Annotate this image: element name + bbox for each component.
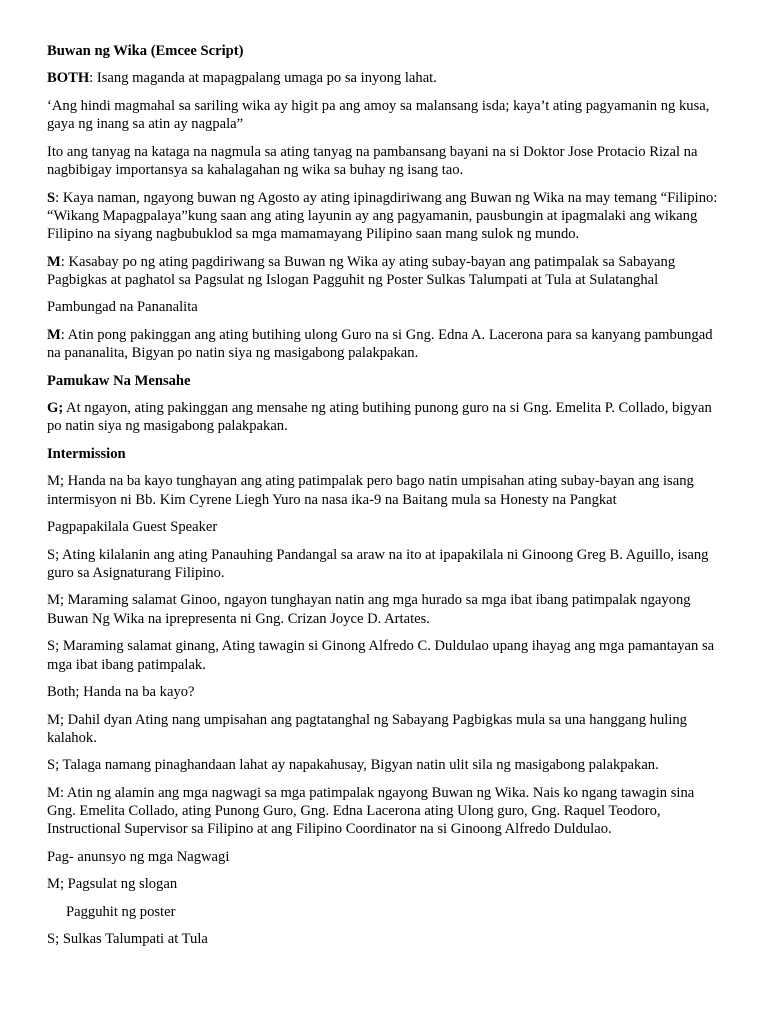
section-label-guest-speaker (47, 518, 723, 536)
paragraph-rizal (47, 143, 723, 180)
paragraph-g-message (47, 399, 723, 436)
paragraph-text: S; Ating kilalanin ang ating Panauhing Pandangal sa araw na ito at ipapakilala ni Ginoong Greg B. Aguillo, isang guro sa Asignaturang Filipino. (47, 546, 709, 581)
paragraph-text: : Isang maganda at mapagpalang umaga po sa inyong lahat. (89, 70, 437, 87)
paragraph-s-criteria (47, 637, 723, 674)
paragraph-text: M; Dahil dyan Ating nang umpisahan ang pagtatanghal ng Sabayang Pagbigkas mula sa una hanggang huling kalahok. (47, 711, 687, 746)
paragraph-s-theme (47, 189, 723, 244)
emcee-script-document (47, 42, 723, 958)
paragraph-m-intermission (47, 472, 723, 509)
paragraph-m-judges (47, 591, 723, 628)
speaker-label: M (47, 253, 61, 270)
paragraph-text: M; Handa na ba kayo tunghayan ang ating patimpalak pero bago natin umpisahan ating subay-bayan ang isang intermisyon ni Bb. Kim Cyrene Liegh Yuro na nasa ika-9 na Baitang mula sa Honesty na Pangkat (47, 473, 694, 508)
paragraph-text: : Kasabay po ng ating pagdiriwang sa Buwan ng Wika ay ating subay-bayan ang patimpalak sa Sabayang Pagbigkas at paghatol sa Pagsulat ng Islogan Pagguhit ng Poster Sulkas Talumpati at Tula at Sulatanghal (47, 253, 676, 288)
paragraph-text: Pag- anunsyo ng mga Nagwagi (47, 848, 230, 865)
document-title-text: Buwan ng Wika (Emcee Script) (47, 43, 244, 59)
paragraph-text: At ngayon, ating pakinggan ang mensahe ng ating butihing punong guro na si Gng. Emelita P. Collado, bigyan po natin siya ng masigabong palakpakan. (47, 400, 712, 435)
paragraph-s-sulkas (47, 930, 723, 948)
paragraph-text: Ito ang tanyag na kataga na nagmula sa ating tanyag na pambansang bayani na si Doktor Jose Protacio Rizal na nagbibigay importansya sa kahalagahan ng wika sa buhay ng isang tao. (47, 143, 698, 179)
section-label-pambungad (47, 298, 723, 316)
paragraph-m-start (47, 711, 723, 748)
paragraph-text: M; Pagsulat ng slogan (47, 876, 178, 893)
section-heading-pamukaw (47, 372, 723, 390)
paragraph-quote (47, 97, 723, 134)
paragraph-m-contests (47, 253, 723, 290)
paragraph-text: Both; Handa na ba kayo? (47, 684, 195, 701)
paragraph-text: S; Sulkas Talumpati at Tula (47, 931, 208, 948)
paragraph-m-slogan (47, 875, 723, 893)
paragraph-text: M: Atin ng alamin ang mga nagwagi sa mga patimpalak ngayong Buwan ng Wika. Nais ko ngang tawagin sina Gng. Emelita Collado, ating Punong Guro, Gng. Edna Lacerona ating Ulong guro, Gng. Raquel Teodoro, Instructional Supervisor sa Filipino at ang Filipino Coordinator na si Ginoong Alfredo Duldulao. (47, 784, 695, 838)
paragraph-text: : Kaya naman, ngayong buwan ng Agosto ay ating ipinagdiriwang ang Buwan ng Wika na may temang “Filipino: “Wikang Mapagpalaya”kung saan ang ating layunin ay ang pagyamanin, pausbungin at ipagmalaki ang wikang Filipino na siyang nagbubuklod sa mga mamamayang Pilipino saan mang sulok ng mundo. (47, 189, 718, 243)
paragraph-text: : Atin pong pakinggan ang ating butihing ulong Guro na si Gng. Edna A. Lacerona para sa kanyang pambungad na pananalita, Bigyan po natin siya ng masigabong palakpakan. (47, 326, 713, 362)
paragraph-both-ready (47, 683, 723, 701)
paragraph-both-greeting (47, 69, 723, 87)
speaker-label: S (47, 189, 56, 206)
paragraph-text: Pambungad na Pananalita (47, 299, 198, 316)
paragraph-s-applause (47, 756, 723, 774)
section-heading-text: Intermission (47, 445, 126, 462)
speaker-label: M (47, 326, 61, 343)
paragraph-text: ‘Ang hindi magmahal sa sariling wika ay higit pa ang amoy sa malansang isda; kaya’t ating pagyamanin ng kusa, gaya ng inang sa atin ay nagpala” (47, 97, 710, 133)
paragraph-poster (47, 903, 723, 921)
paragraph-text: S; Maraming salamat ginang, Ating tawagin si Ginong Alfredo C. Duldulao upang ihayag ang mga pamantayan sa mga ibat ibang patimpalak. (47, 638, 715, 673)
speaker-label: BOTH (47, 70, 90, 87)
paragraph-text: Pagpapakilala Guest Speaker (47, 519, 218, 536)
paragraph-s-guest (47, 546, 723, 583)
paragraph-m-winners (47, 784, 723, 839)
section-label-announcement (47, 848, 723, 866)
document-title (47, 42, 723, 60)
paragraph-m-opening (47, 326, 723, 363)
speaker-label: G; (47, 400, 64, 417)
paragraph-text: M; Maraming salamat Ginoo, ngayon tunghayan natin ang mga hurado sa mga ibat ibang patimpalak ngayong Buwan Ng Wika na iprepresenta ni Gng. Crizan Joyce D. Artates. (47, 592, 691, 627)
paragraph-text: Pagguhit ng poster (66, 903, 176, 920)
section-heading-text: Pamukaw Na Mensahe (47, 372, 191, 389)
section-heading-intermission (47, 445, 723, 463)
paragraph-text: S; Talaga namang pinaghandaan lahat ay napakahusay, Bigyan natin ulit sila ng masigabong palakpakan. (47, 757, 659, 774)
